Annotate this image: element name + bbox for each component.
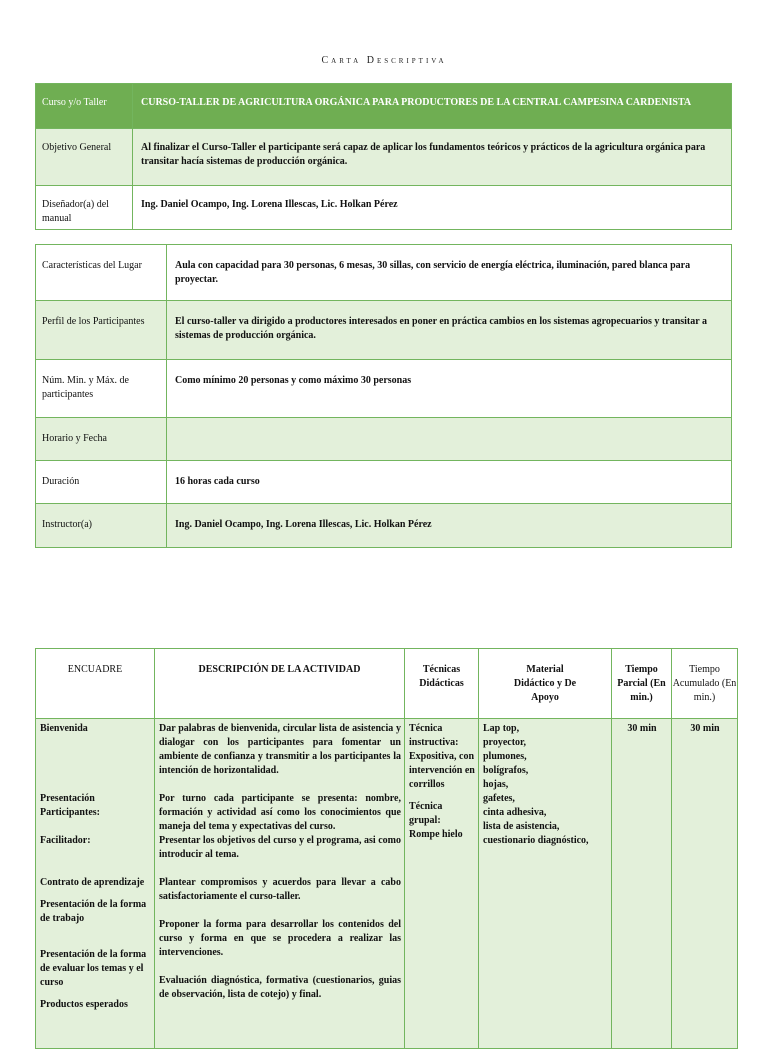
encuadre-cell: [36, 719, 155, 1049]
encuadre-item: Presentación de la forma de trabajo: [40, 899, 147, 924]
material-item: gafetes,: [483, 793, 515, 804]
details-row: [36, 360, 732, 418]
details-value: Como mínimo 20 personas y como máximo 30 personas: [167, 360, 732, 418]
tecnica-instructiva-text: Expositiva, con intervención en corrillos: [409, 751, 475, 790]
header-descripcion: DESCRIPCIÓN DE LA ACTIVIDAD: [155, 649, 405, 719]
details-value: El curso-taller va dirigido a productores interesados en poner en práctica cambios en los sistemas agropecuarios y transitar a sistemas de producción orgánica.: [167, 301, 732, 360]
details-row: [36, 461, 732, 504]
details-row: [36, 504, 732, 548]
course-row: [36, 84, 732, 129]
material-item: Lap top,: [483, 723, 520, 734]
course-details-table: [35, 244, 732, 548]
descripcion-item: Evaluación diagnóstica, formativa (cuestionarios, guias de observación, lista de cotejo) y final.: [159, 975, 401, 1000]
activity-header-row: [36, 649, 738, 719]
activity-body-row: [36, 719, 738, 1049]
encuadre-item: Contrato de aprendizaje: [40, 877, 145, 888]
course-label: Curso y/o Taller: [36, 84, 133, 129]
encuadre-item: Facilitador:: [40, 835, 91, 846]
header-tiempo-parcial: Tiempo Parcial (En min.): [612, 649, 672, 719]
tiempo-parcial-cell: 30 min: [612, 719, 672, 1049]
details-value: [167, 418, 732, 461]
details-label: Instructor(a): [36, 504, 167, 548]
encuadre-item: Productos esperados: [40, 999, 128, 1010]
descripcion-item: Presentar los objetivos del curso y el programa, asi como introducir al tema.: [159, 835, 401, 860]
details-label: Perfil de los Participantes: [36, 301, 167, 360]
tiempo-acumulado-cell: 30 min: [672, 719, 738, 1049]
designer-row: [36, 186, 732, 230]
tecnicas-cell: [405, 719, 479, 1049]
objective-label: Objetivo General: [36, 129, 133, 186]
encuadre-item: Bienvenida: [40, 723, 88, 734]
material-item: lista de asistencia,: [483, 821, 560, 832]
course-value: CURSO-TALLER DE AGRICULTURA ORGÁNICA PARA PRODUCTORES DE LA CENTRAL CAMPESINA CARDENISTA: [133, 84, 732, 129]
descripcion-item: Plantear compromisos y acuerdos para llevar a cabo satisfactoriamente el curso-taller.: [159, 877, 401, 902]
objective-value: Al finalizar el Curso-Taller el participante será capaz de aplicar los fundamentos teóricos y prácticos de la agricultura orgánica para transitar hacía sistemas de producción orgánica.: [133, 129, 732, 186]
descripcion-item: Proponer la forma para desarrollar los contenidos del curso y forma en que se procedera a realizar las intervenciones.: [159, 919, 401, 958]
details-label: Núm. Min. y Máx. de participantes: [36, 360, 167, 418]
material-cell: [479, 719, 612, 1049]
tecnica-instructiva-title: Técnica instructiva:: [409, 723, 459, 748]
material-item: plumones,: [483, 751, 527, 762]
activity-table: [35, 648, 738, 1049]
details-label: Duración: [36, 461, 167, 504]
designer-value: Ing. Daniel Ocampo, Ing. Lorena Illescas, Lic. Holkan Pérez: [133, 186, 732, 230]
details-row: [36, 301, 732, 360]
descripcion-cell: [155, 719, 405, 1049]
details-value: 16 horas cada curso: [167, 461, 732, 504]
descripcion-item: Por turno cada participante se presenta: nombre, formación y actividad así como los conocimientos que maneja del tema y expectativas del curso.: [159, 793, 401, 832]
header-material: Material Didáctico y De Apoyo: [479, 649, 612, 719]
material-item: cuestionario diagnóstico,: [483, 835, 589, 846]
material-item: proyector,: [483, 737, 527, 748]
details-label: Horario y Fecha: [36, 418, 167, 461]
material-item: bolígrafos,: [483, 765, 529, 776]
objective-row: [36, 129, 732, 186]
details-row: [36, 418, 732, 461]
document-title: Carta Descriptiva: [321, 55, 447, 66]
descripcion-item: Dar palabras de bienvenida, circular lista de asistencia y dialogar con los participantes para fomentar un ambiente de confianza y transmitir a los participantes la intención de horizontalidad.: [159, 723, 401, 776]
encuadre-item: Presentación de la forma de evaluar los temas y el curso: [40, 949, 147, 988]
material-item: cinta adhesiva,: [483, 807, 547, 818]
header-encuadre: ENCUADRE: [36, 649, 155, 719]
details-row: [36, 245, 732, 301]
designer-label: Diseñador(a) del manual: [36, 186, 133, 230]
header-tecnicas: Técnicas Didácticas: [405, 649, 479, 719]
details-label: Características del Lugar: [36, 245, 167, 301]
material-item: hojas,: [483, 779, 509, 790]
tecnica-grupal-text: Rompe hielo: [409, 829, 463, 840]
tecnica-grupal-title: Técnica grupal:: [409, 801, 443, 826]
encuadre-item: Presentación Participantes:: [40, 793, 100, 818]
header-tiempo-acumulado: Tiempo Acumulado (En min.): [672, 649, 738, 719]
course-info-table: [35, 83, 732, 230]
details-value: Aula con capacidad para 30 personas, 6 mesas, 30 sillas, con servicio de energía eléctrica, iluminación, pared blanca para proyectar.: [167, 245, 732, 301]
details-value: Ing. Daniel Ocampo, Ing. Lorena Illescas, Lic. Holkan Pérez: [167, 504, 732, 548]
